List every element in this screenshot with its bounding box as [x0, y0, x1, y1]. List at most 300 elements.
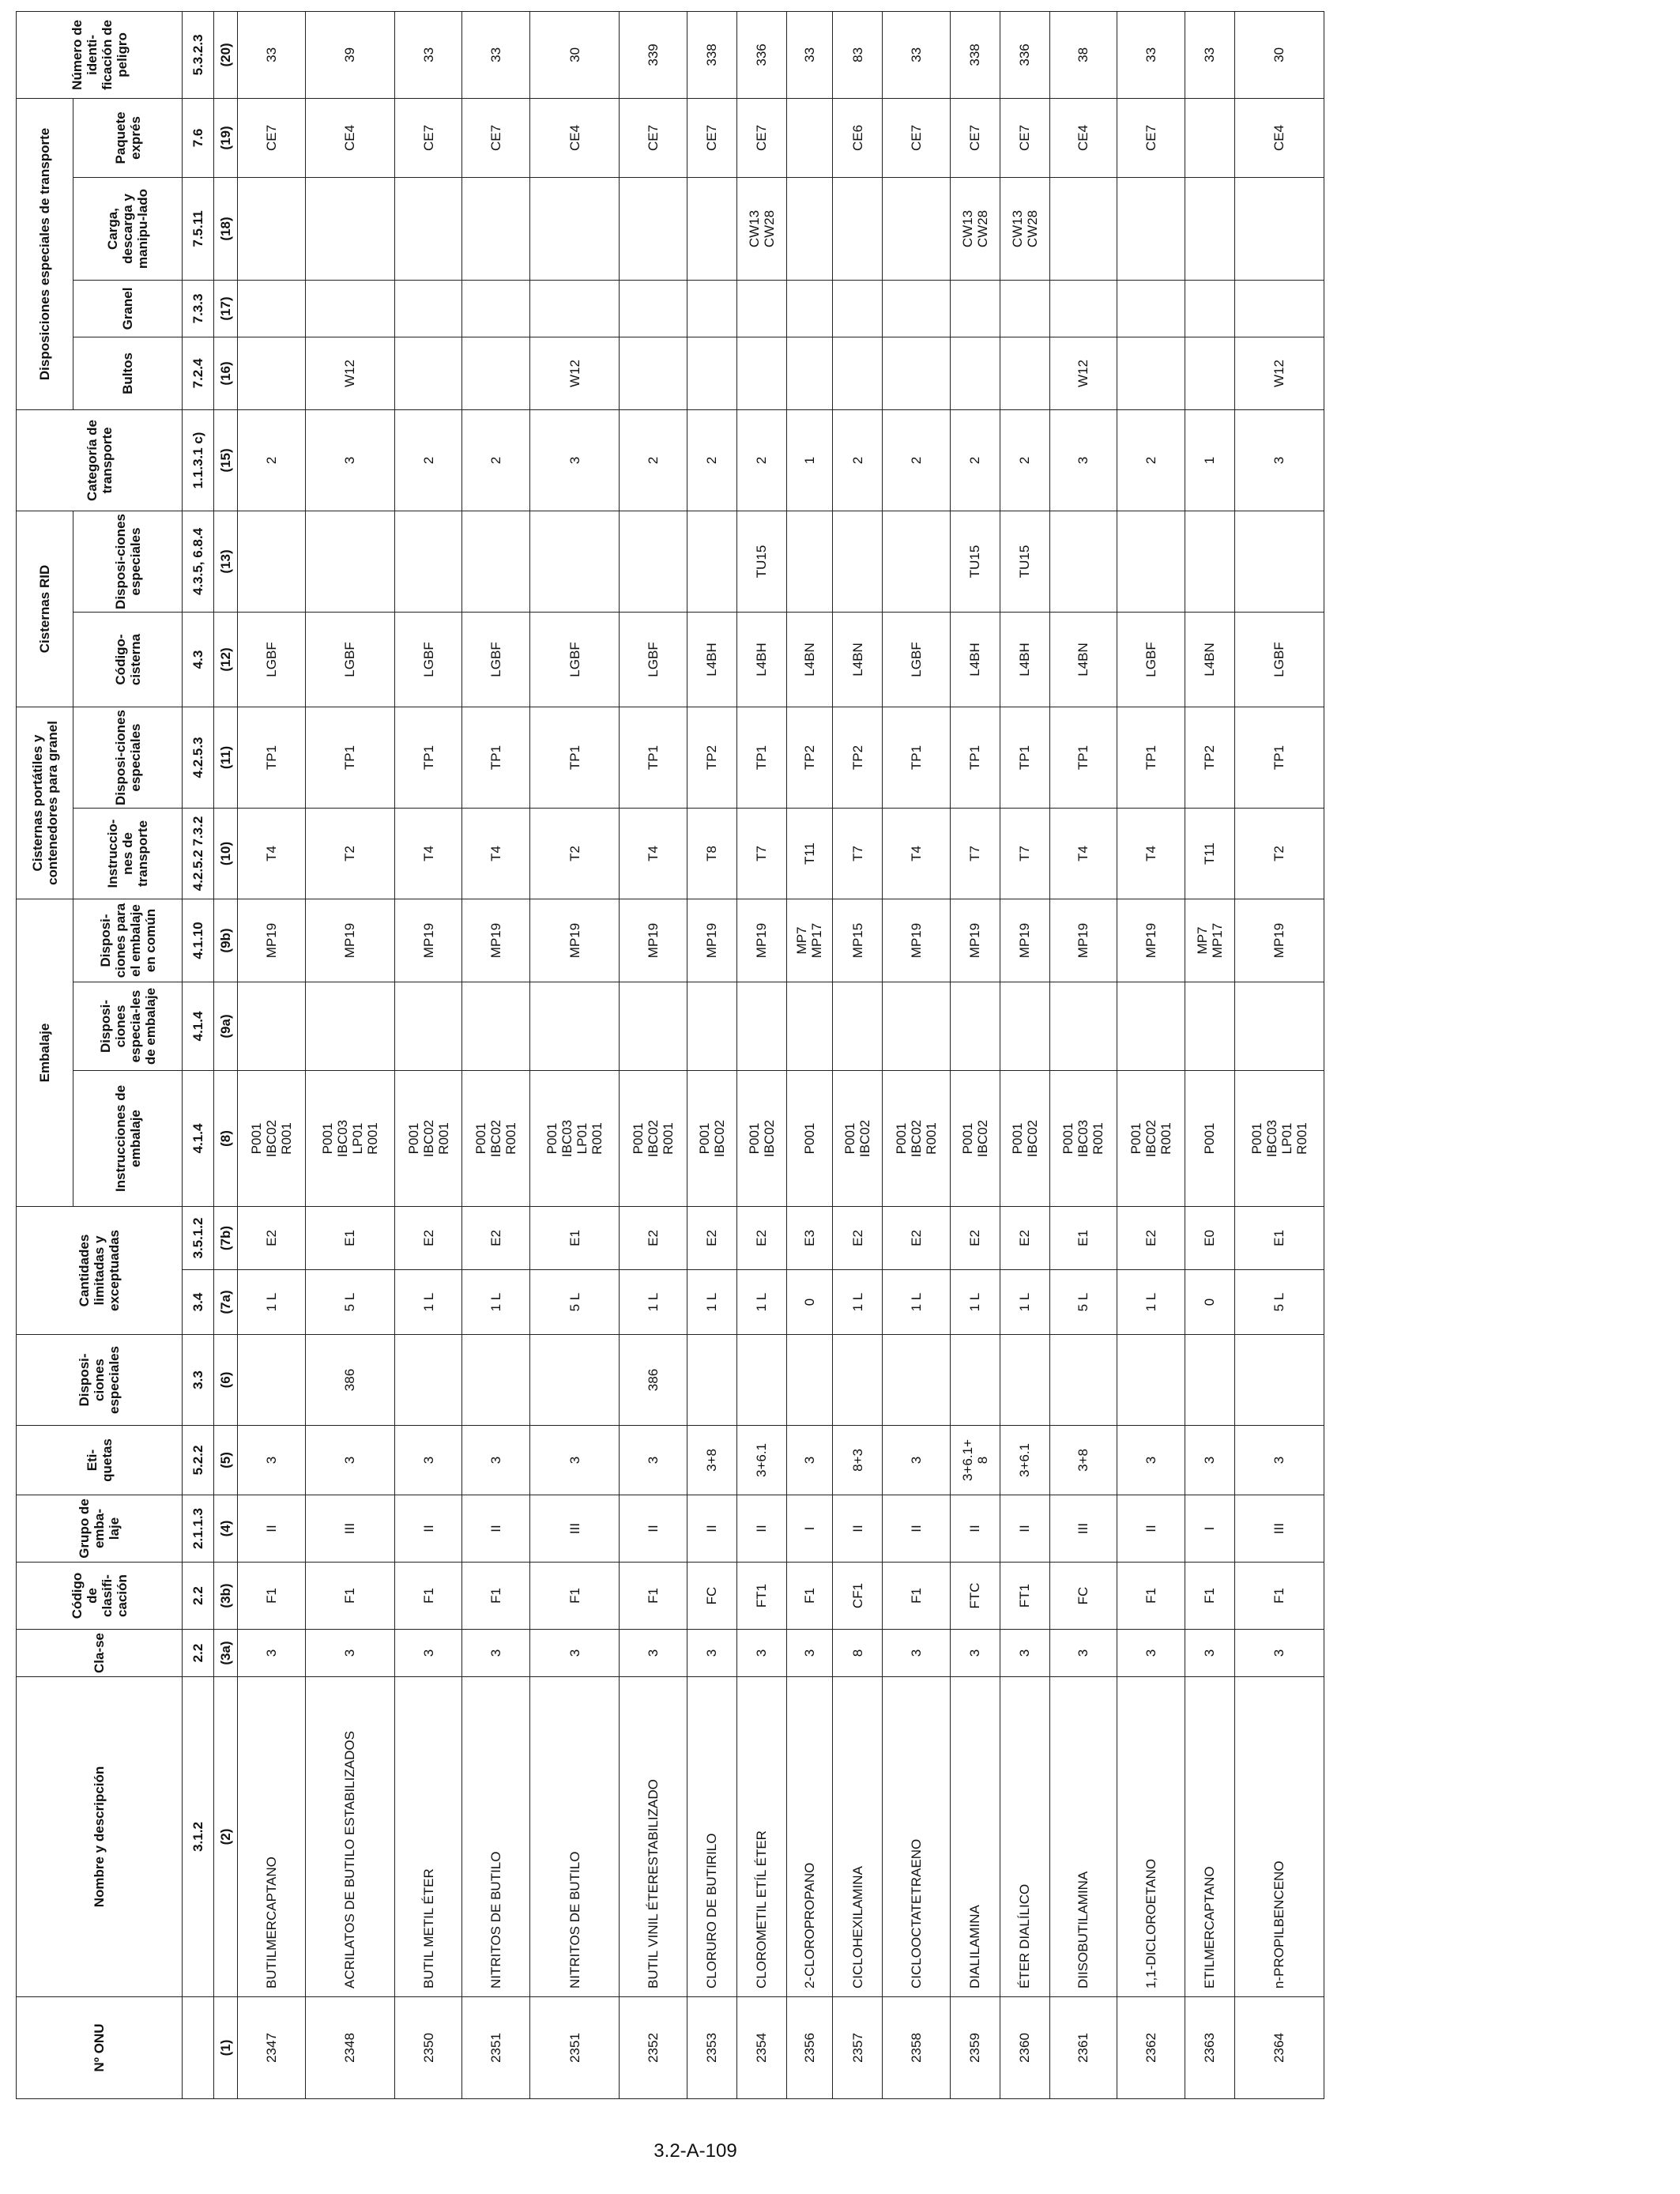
cell-line: R001 [923, 1122, 939, 1155]
table-cell: F1 [883, 1563, 951, 1630]
table-cell: TP1 [883, 707, 951, 808]
table-cell: 3 [394, 1426, 462, 1495]
ref-cell [183, 1997, 214, 2099]
table-cell: II [620, 1495, 687, 1563]
table-cell: II [736, 1495, 786, 1563]
ref-cell: 4.3.5, 6.8.4 [183, 511, 214, 612]
table-cell: MP19 [736, 899, 786, 982]
table-cell: I [786, 1495, 833, 1563]
un-number-cell: 2353 [687, 1997, 736, 2099]
table-cell [833, 1335, 883, 1426]
table-cell: LGBF [530, 612, 620, 707]
substance-name-cell: CICLOOCTATETRAENO [883, 1677, 951, 1997]
table-cell: E1 [1049, 1206, 1117, 1269]
table-cell [950, 1335, 1000, 1426]
table-cell [1185, 280, 1235, 337]
table-cell: F1 [394, 1563, 462, 1630]
substance-name-cell: NITRITOS DE BUTILO [462, 1677, 530, 1997]
header-tank-instructions: Instruccio-nes de transporte [73, 808, 183, 899]
table-cell [394, 280, 462, 337]
table-cell: 3 [238, 1630, 306, 1677]
table-cell [1000, 337, 1049, 409]
cell-line: MP7 [1194, 926, 1210, 955]
table-cell [833, 1070, 883, 1206]
table-cell: LGBF [305, 612, 394, 707]
table-cell: T7 [1000, 808, 1049, 899]
table-cell: TP1 [736, 707, 786, 808]
table-cell [394, 982, 462, 1070]
table-cell: 0 [1185, 1270, 1235, 1335]
header-mixed-packing: Disposi-ciones para el embalaje en común [73, 899, 183, 982]
table-cell: CE4 [1234, 98, 1324, 177]
table-cell [238, 280, 306, 337]
table-cell: 8 [833, 1630, 883, 1677]
header-express: Paquete exprés [73, 98, 183, 177]
cell-line: P001 [842, 1122, 858, 1155]
table-cell: MP19 [238, 899, 306, 982]
cell-line: CW13 [959, 209, 975, 248]
table-cell: 1 [1185, 409, 1235, 511]
table-row [833, 11, 883, 2098]
header-rid-tanks: Cisternas RID [17, 511, 73, 707]
un-number-cell: 2347 [238, 1997, 306, 2099]
table-cell: FT1 [736, 1563, 786, 1630]
cell-line: P001 [473, 1122, 489, 1155]
table-cell [1117, 1070, 1185, 1206]
table-cell [1049, 982, 1117, 1070]
header-bulk: Granel [73, 280, 183, 337]
column-number-cell: (9b) [214, 899, 238, 982]
header-rid-special: Disposi-ciones especiales [73, 511, 183, 612]
table-cell: CE7 [1117, 98, 1185, 177]
table-cell [238, 337, 306, 409]
table-cell: III [1049, 1495, 1117, 1563]
header-transport-category: Categoría de transporte [17, 409, 183, 511]
table-cell: E2 [736, 1206, 786, 1269]
cell-line: R001 [590, 1122, 605, 1155]
un-number-cell: 2352 [620, 1997, 687, 2099]
table-cell: L4BN [1185, 612, 1235, 707]
table-cell: MP19 [1000, 899, 1049, 982]
table-cell [238, 177, 306, 280]
table-cell: 1 L [950, 1270, 1000, 1335]
cell-line: MP17 [809, 922, 825, 959]
table-cell [238, 511, 306, 612]
table-cell: MP19 [394, 899, 462, 982]
table-row [530, 11, 620, 2098]
table-cell: II [1117, 1495, 1185, 1563]
table-cell: 2 [462, 409, 530, 511]
table-cell [687, 1335, 736, 1426]
table-cell [620, 280, 687, 337]
table-cell: CE7 [394, 98, 462, 177]
header-row-top [17, 11, 73, 2098]
table-cell [305, 982, 394, 1070]
cell-line: IBC02 [488, 1119, 504, 1158]
substance-name-cell: ETILMERCAPTANO [1185, 1677, 1235, 1997]
table-cell: E2 [394, 1206, 462, 1269]
table-cell: LGBF [883, 612, 951, 707]
table-row [1049, 11, 1117, 2098]
table-cell: MP19 [950, 899, 1000, 982]
table-cell [620, 511, 687, 612]
table-cell: II [950, 1495, 1000, 1563]
table-cell [530, 1070, 620, 1206]
table-cell [394, 1335, 462, 1426]
table-cell: 38 [1049, 11, 1117, 98]
table-cell: MP19 [1117, 899, 1185, 982]
table-cell [687, 982, 736, 1070]
ref-cell: 7.6 [183, 98, 214, 177]
table-cell [530, 1335, 620, 1426]
table-cell [950, 1426, 1000, 1495]
table-cell: TP2 [1185, 707, 1235, 808]
table-cell: TP2 [687, 707, 736, 808]
table-cell [1185, 177, 1235, 280]
column-number-cell: (15) [214, 409, 238, 511]
substance-name-cell: CICLOHEXILAMINA [833, 1677, 883, 1997]
table-cell [305, 1070, 394, 1206]
substance-name-cell: BUTIL VINIL ÉTERESTABILIZADO [620, 1677, 687, 1997]
table-cell [786, 511, 833, 612]
table-cell [1049, 177, 1117, 280]
table-cell [833, 177, 883, 280]
table-cell: L4BN [1049, 612, 1117, 707]
un-number-cell: 2348 [305, 1997, 394, 2099]
table-cell [1117, 1335, 1185, 1426]
table-cell: II [833, 1495, 883, 1563]
table-cell: TP1 [620, 707, 687, 808]
table-cell: 5 L [305, 1270, 394, 1335]
cell-line: MP17 [1209, 922, 1225, 959]
cell-line: IBC02 [645, 1119, 661, 1158]
table-cell: CE7 [950, 98, 1000, 177]
table-cell: 8+3 [833, 1426, 883, 1495]
un-number-cell: 2358 [883, 1997, 951, 2099]
table-cell: MP15 [833, 899, 883, 982]
rotated-table-wrapper [16, 12, 1324, 2099]
table-cell: T11 [1185, 808, 1235, 899]
table-cell: MP19 [1234, 899, 1324, 982]
table-cell [1234, 1070, 1324, 1206]
table-cell [786, 177, 833, 280]
header-packing-group: Grupo de emba-laje [17, 1495, 183, 1563]
table-cell: TP1 [530, 707, 620, 808]
table-cell: T8 [687, 808, 736, 899]
table-cell: L4BH [950, 612, 1000, 707]
table-cell: 5 L [530, 1270, 620, 1335]
header-tank-special: Disposi-ciones especiales [73, 707, 183, 808]
table-cell [1117, 337, 1185, 409]
cell-line: IBC02 [711, 1119, 727, 1158]
table-row [1185, 11, 1235, 2098]
table-cell: W12 [530, 337, 620, 409]
table-cell: L4BN [786, 612, 833, 707]
cell-line: P001 [248, 1122, 264, 1155]
table-cell [530, 511, 620, 612]
table-cell: 3 [687, 1630, 736, 1677]
cell-line: IBC02 [857, 1119, 873, 1158]
column-number-cell: (5) [214, 1426, 238, 1495]
cell-line: IBC03 [1264, 1119, 1279, 1158]
table-cell: 33 [394, 11, 462, 98]
table-cell: 1 L [238, 1270, 306, 1335]
table-cell: CE4 [530, 98, 620, 177]
cell-line: IBC02 [974, 1119, 990, 1158]
table-cell [883, 1070, 951, 1206]
table-cell [883, 177, 951, 280]
table-cell [1117, 177, 1185, 280]
ref-cell: 5.3.2.3 [183, 11, 214, 98]
table-cell: 3+6.1 [1000, 1426, 1049, 1495]
column-number-cell: (4) [214, 1495, 238, 1563]
table-cell: TP1 [305, 707, 394, 808]
column-number-cell: (20) [214, 11, 238, 98]
substance-name-cell: DIISOBUTILAMINA [1049, 1677, 1117, 1997]
cell-line: R001 [364, 1122, 380, 1155]
reference-row [183, 11, 214, 2098]
cell-line: IBC02 [263, 1119, 279, 1158]
table-cell: CE4 [1049, 98, 1117, 177]
table-cell: TP2 [786, 707, 833, 808]
table-cell: III [1234, 1495, 1324, 1563]
table-cell: 3 [620, 1630, 687, 1677]
table-row [786, 11, 833, 2098]
table-cell: 3 [305, 1630, 394, 1677]
substance-name-cell: BUTIL METIL ÉTER [394, 1677, 462, 1997]
table-cell: 3 [1000, 1630, 1049, 1677]
table-cell: F1 [1185, 1563, 1235, 1630]
table-cell: 1 L [883, 1270, 951, 1335]
ref-cell: 3.4 [183, 1270, 214, 1335]
table-cell: LGBF [462, 612, 530, 707]
table-cell: 3 [1117, 1426, 1185, 1495]
table-cell: F1 [786, 1563, 833, 1630]
cell-line: P001 [746, 1122, 762, 1155]
un-number-cell: 2363 [1185, 1997, 1235, 2099]
table-cell: 1 L [1000, 1270, 1049, 1335]
table-cell [883, 337, 951, 409]
table-cell: 1 [786, 409, 833, 511]
table-cell: 2 [238, 409, 306, 511]
table-cell [238, 1070, 306, 1206]
table-cell [1185, 1335, 1235, 1426]
table-row [1234, 11, 1324, 2098]
column-number-cell: (17) [214, 280, 238, 337]
table-cell: T7 [950, 808, 1000, 899]
cell-line: LP01 [349, 1122, 365, 1155]
table-cell: I [1185, 1495, 1235, 1563]
table-row [238, 11, 306, 2098]
table-cell [305, 511, 394, 612]
table-row [883, 11, 951, 2098]
table-cell [1049, 1335, 1117, 1426]
table-cell: E0 [1185, 1206, 1235, 1269]
table-cell: 33 [1185, 11, 1235, 98]
table-cell: 1 L [736, 1270, 786, 1335]
table-cell [238, 1335, 306, 1426]
table-cell: CE7 [736, 98, 786, 177]
table-cell: 3 [1234, 409, 1324, 511]
table-cell [736, 982, 786, 1070]
table-cell: L4BN [833, 612, 883, 707]
table-cell [833, 337, 883, 409]
ref-cell: 3.3 [183, 1335, 214, 1426]
table-cell [687, 280, 736, 337]
table-cell: TP1 [1117, 707, 1185, 808]
table-cell [1185, 337, 1235, 409]
column-number-cell: (2) [214, 1677, 238, 1997]
cell-line: 8 [974, 1456, 990, 1465]
table-cell: TU15 [1000, 511, 1049, 612]
table-cell: E2 [238, 1206, 306, 1269]
table-cell: 5 L [1049, 1270, 1117, 1335]
un-number-cell: 2351 [530, 1997, 620, 2099]
table-cell [1234, 511, 1324, 612]
cell-line: CW28 [761, 209, 777, 248]
table-cell: TP1 [238, 707, 306, 808]
table-cell [1000, 982, 1049, 1070]
ref-cell: 4.2.5.3 [183, 707, 214, 808]
header-packages: Bultos [73, 337, 183, 409]
table-cell: T4 [1117, 808, 1185, 899]
table-cell [620, 982, 687, 1070]
table-cell [1000, 1070, 1049, 1206]
ref-cell: 7.5.11 [183, 177, 214, 280]
ref-cell: 2.1.1.3 [183, 1495, 214, 1563]
table-cell: 33 [462, 11, 530, 98]
cell-line: R001 [660, 1122, 676, 1155]
column-number-cell: (19) [214, 98, 238, 177]
table-cell: F1 [530, 1563, 620, 1630]
table-cell: 1 L [462, 1270, 530, 1335]
header-transport-special: Disposiciones especiales de transporte [17, 98, 73, 409]
column-number-row [214, 11, 238, 2098]
table-cell [462, 280, 530, 337]
table-cell: 3 [1234, 1630, 1324, 1677]
table-cell: 3 [1049, 1630, 1117, 1677]
table-cell [950, 280, 1000, 337]
substance-name-cell: 1,1-DICLOROETANO [1117, 1677, 1185, 1997]
table-cell: TU15 [736, 511, 786, 612]
substance-name-cell: NITRITOS DE BUTILO [530, 1677, 620, 1997]
column-number-cell: (10) [214, 808, 238, 899]
cell-line: IBC03 [559, 1119, 575, 1158]
table-cell [530, 177, 620, 280]
table-cell [883, 511, 951, 612]
cell-line: P001 [959, 1122, 975, 1155]
header-un-no: Nº ONU [17, 1997, 183, 2099]
ref-cell: 4.2.5.2 7.3.2 [183, 808, 214, 899]
cell-line: LP01 [574, 1122, 590, 1155]
table-cell [950, 337, 1000, 409]
table-cell: 3 [462, 1426, 530, 1495]
table-cell: T4 [394, 808, 462, 899]
cell-line: P001 [893, 1122, 909, 1155]
substance-name-cell: CLOROMETIL ETÍL ÉTER [736, 1677, 786, 1997]
table-cell: 3 [530, 409, 620, 511]
table-cell: 5 L [1234, 1270, 1324, 1335]
cell-line: IBC03 [334, 1119, 350, 1158]
table-cell [1234, 1335, 1324, 1426]
table-cell: 336 [1000, 11, 1049, 98]
table-cell: CE6 [833, 98, 883, 177]
table-cell: III [530, 1495, 620, 1563]
table-cell: 2 [687, 409, 736, 511]
substance-name-cell: 2-CLOROPROPANO [786, 1677, 833, 1997]
cell-line: IBC03 [1075, 1119, 1091, 1158]
table-row [1000, 11, 1049, 2098]
table-cell: MP19 [1049, 899, 1117, 982]
substance-name-cell: DIALILAMINA [950, 1677, 1000, 1997]
table-cell: F1 [1117, 1563, 1185, 1630]
table-cell: CE7 [687, 98, 736, 177]
table-cell: T4 [620, 808, 687, 899]
table-cell: E1 [305, 1206, 394, 1269]
table-cell: T2 [1234, 808, 1324, 899]
table-cell [950, 982, 1000, 1070]
table-cell: 3 [786, 1426, 833, 1495]
table-cell [736, 337, 786, 409]
table-cell: MP19 [530, 899, 620, 982]
table-row [305, 11, 394, 2098]
table-cell: 3 [1185, 1630, 1235, 1677]
table-cell: 33 [786, 11, 833, 98]
table-row [394, 11, 462, 2098]
table-row [620, 11, 687, 2098]
table-cell [833, 280, 883, 337]
table-cell: E2 [883, 1206, 951, 1269]
table-cell: TP1 [1049, 707, 1117, 808]
header-hazard-id: Número de identi-ficación de peligro [17, 11, 183, 98]
table-cell: L4BH [1000, 612, 1049, 707]
table-cell [786, 982, 833, 1070]
cell-line: CW13 [746, 209, 762, 248]
table-cell: CF1 [833, 1563, 883, 1630]
column-number-cell: (6) [214, 1335, 238, 1426]
cell-line: P001 [319, 1122, 335, 1155]
cell-line: P001 [630, 1122, 646, 1155]
un-number-cell: 2356 [786, 1997, 833, 2099]
cell-line: P001 [1009, 1122, 1025, 1155]
table-cell: MP19 [462, 899, 530, 982]
ref-cell: 5.2.2 [183, 1426, 214, 1495]
column-number-cell: (11) [214, 707, 238, 808]
cell-line: IBC02 [420, 1119, 436, 1158]
table-cell: 0 [786, 1270, 833, 1335]
un-number-cell: 2360 [1000, 1997, 1049, 2099]
cell-line: R001 [1090, 1122, 1106, 1155]
table-cell [950, 1070, 1000, 1206]
table-cell: E3 [786, 1206, 833, 1269]
table-row [1117, 11, 1185, 2098]
table-cell: 2 [620, 409, 687, 511]
header-lq-eq: Cantidades limitadas y exceptuadas [17, 1206, 183, 1334]
table-cell [305, 177, 394, 280]
table-cell: 1 L [687, 1270, 736, 1335]
header-class: Cla-se [17, 1630, 183, 1677]
table-cell [1117, 511, 1185, 612]
table-cell: 1 L [620, 1270, 687, 1335]
table-cell [1185, 511, 1235, 612]
un-number-cell: 2357 [833, 1997, 883, 2099]
table-cell [394, 511, 462, 612]
header-labels: Eti-quetas [17, 1426, 183, 1495]
table-cell: 3 [1117, 1630, 1185, 1677]
un-number-cell: 2354 [736, 1997, 786, 2099]
table-cell: 2 [1000, 409, 1049, 511]
table-cell [687, 337, 736, 409]
